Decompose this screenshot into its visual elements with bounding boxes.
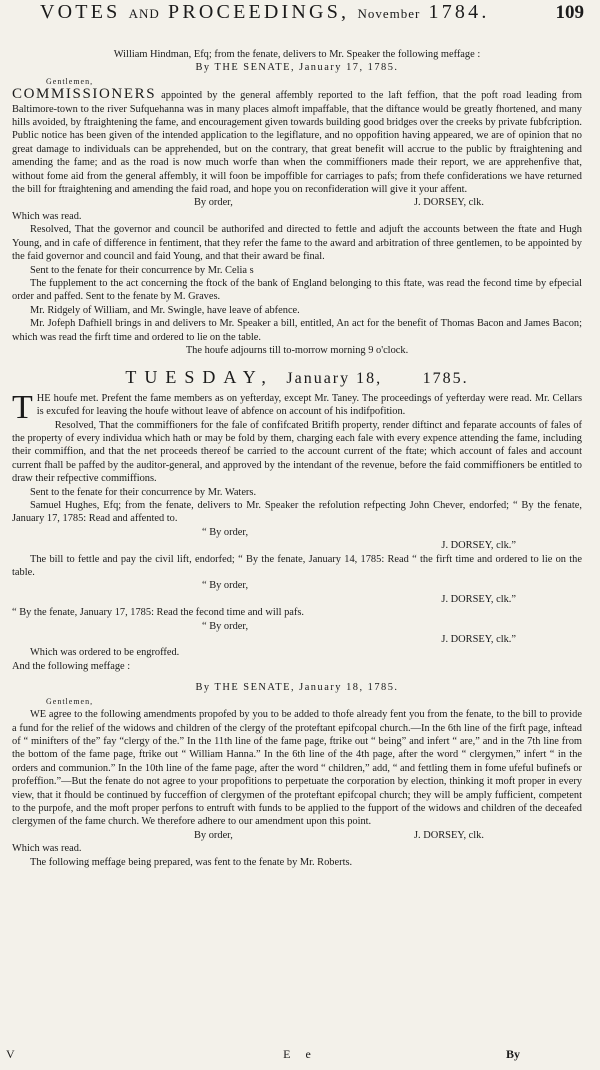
- which-was-read-2: Which was read.: [12, 843, 82, 855]
- resolution-paragraph: Resolved, That the governor and council be authorifed and directed to fettle and adjuft the accounts between the ftate and Hugh Young, and in cafe of difference in fentiment, that they refer the fame to the award and arbitration of three gentlemen, to be appointed by the faid governor and council and faid Young, and that their award be final.: [12, 224, 582, 263]
- commissioners-paragraph: COMMISSIONERS appointed by the general affembly reported to the laft feffion, that the poft road leading from Baltimore-town to the river Sufquehanna was in many places almoft impaffable, that the diftance would be greatly fhortened, and many hills avoided, by ftraightening the fame, and encouragement given towards building good bridges over the creeks by private fubfcription. Public notice has been given of the intended application to the legiflature, and no oppofition having appeared, we are of opinion that no great damage to individuals can be apprehended, but on the contrary, that great benefit will accrue to the public by ftraightening and amending the fame; and as the road is now much worfe than when the commiffioners made their report, we are apprehenfive that, without fome aid from the general affembly, it will foon be impoffible for carriages to pafs; from thefe confiderations we have returned the bill for ftraightening and amending the faid road, and hope you on reconfideration will give it your affent.: [12, 86, 582, 196]
- roberts-paragraph: The following meffage being prepared, was fent to the fenate by Mr. Roberts.: [30, 856, 353, 868]
- civil-list-paragraph: The bill to fettle and pay the civil lift, endorfed; “ By the fenate, January 14, 1785: Read “ the firft time and ordered to lie on the table.: [12, 553, 582, 579]
- page-number: 109: [555, 2, 584, 23]
- day-heading: TUESDAY, January 18, 1785.: [125, 367, 469, 388]
- signature-line-5: J. DORSEY, clk.”: [441, 593, 516, 605]
- senate-heading-2: By THE SENATE, January 18, 1785.: [195, 682, 399, 694]
- salutation-2: Gentlemen,: [46, 696, 94, 706]
- signature-line-6: “ By order,: [202, 620, 249, 632]
- salutation: Gentlemen,: [46, 76, 94, 86]
- drop-cap: T: [12, 388, 33, 426]
- engrossed-note: Which was ordered to be engroffed.: [30, 647, 180, 659]
- signature-line-7: J. DORSEY, clk.”: [441, 634, 516, 646]
- supplement-paragraph: The fupplement to the act concerning the ftock of the bank of England belonging to this ftate, was read the fecond time by efpecial order and paffed. Sent to the fenate by M. Graves.: [12, 277, 582, 303]
- hughes-paragraph: Samuel Hughes, Efq; from the fenate, delivers to Mr. Speaker the refolution refpecting John Chever, endorfed; “ By the fenate, January 17, 1785: Read and affented to.: [12, 500, 582, 525]
- footer-mark: V: [6, 1047, 15, 1061]
- senate-message-intro: William Hindman, Efq; from the fenate, delivers to Mr. Speaker the following meffage :: [113, 49, 481, 60]
- running-title: VOTES AND PROCEEDINGS, November 1784.: [40, 1, 490, 23]
- leave-of-absence: Mr. Ridgely of William, and Mr. Swingle, have leave of abfence.: [30, 304, 300, 316]
- which-was-read: Which was read.: [12, 210, 82, 222]
- signature-line-2: “ By order,: [202, 526, 249, 538]
- bill-paragraph: Mr. Jofeph Dafhiell brings in and delivers to Mr. Speaker a bill, entitled, An act for the benefit of Thomas Bacon and James Bacon; which was read the firft time and ordered to lie on the table.: [12, 318, 582, 343]
- signature-line-8: By order, J. DORSEY, clk.: [194, 829, 484, 841]
- second-reading: “ By the fenate, January 17, 1785: Read the fecond time and will pafs.: [12, 607, 305, 619]
- senate-heading: By THE SENATE, January 17, 1785.: [195, 62, 399, 74]
- resolution-paragraph-2: Resolved, That the commiffioners for the fale of confifcated Britifh property, render diftinct and feparate accounts of fales of the property of every individua which hath or may be fold by them, charging each fale with every expence attending the fame, including their commiffion, and that the net proceeds thereof be carried to the account current of the ftate; which account of fales and account current fhall be paffed by the auditor-general, and approved by the intendant of the revenue, before the faid commiffioners be entitled to draw their refpective commiffions.: [12, 419, 582, 485]
- sent-to-senate-2: Sent to the fenate for their concurrence by Mr. Waters.: [30, 486, 257, 498]
- catchword: By: [505, 1047, 520, 1061]
- signature-mark: E e: [283, 1047, 317, 1061]
- adjournment: The houfe adjourns till to-morrow morning 9 o'clock.: [185, 344, 409, 356]
- following-message: And the following meffage :: [12, 660, 131, 672]
- sent-to-senate: Sent to the fenate for their concurrence by Mr. Celia s: [30, 264, 254, 276]
- running-head: [0, 0, 600, 46]
- house-met-paragraph: THE houfe met. Prefent the fame members as on yefterday, except Mr. Taney. The proceedings of yefterday were read. Mr. Cellars is excufed for leaving the houfe without leave of abfence on account of his indifpofition.: [12, 388, 582, 426]
- signature-line: By order, J. DORSEY, clk.: [194, 197, 484, 209]
- signature-line-4: “ By order,: [202, 580, 249, 592]
- amendments-paragraph: WE agree to the following amendments propofed by you to be added to thofe already fent you from the fenate, to the bill to provide a fund for the relief of the widows and children of the clergy of the proteftant epifcopal church.—In the 6th line of the firft page, inftead of “ minifters of the” fay “clergy of the.” In the 11th line of the fame page, ftrike out “ being” and infert “ are,” and in the 7th line from the bottom of the fame page, ftrike out “ William Hanna.” In the 6th line of the 4th page, after the word “ clergymen,” infert “ in the orders and communion.” In the 10th line of the fame page, after the word “ children,” add, “ and fettling them in fome ufeful bufinefs or profeffion.”—But the fenate do not agree to your propofitions to perpetuate the corporation by election, thinking it moft proper in every view, that it fhould be continued by fucceffion of clergymen of the proteftant epifcopal church; they will be amply fufficient, competent to the purpofe, and the moft proper perfons to entruft with funds to be applied to the fupport of the widows and children of the deceafed clergymen of the fame church. We therefore adhere to our amendment upon this point.: [12, 709, 582, 828]
- signature-line-3: J. DORSEY, clk.”: [441, 540, 516, 552]
